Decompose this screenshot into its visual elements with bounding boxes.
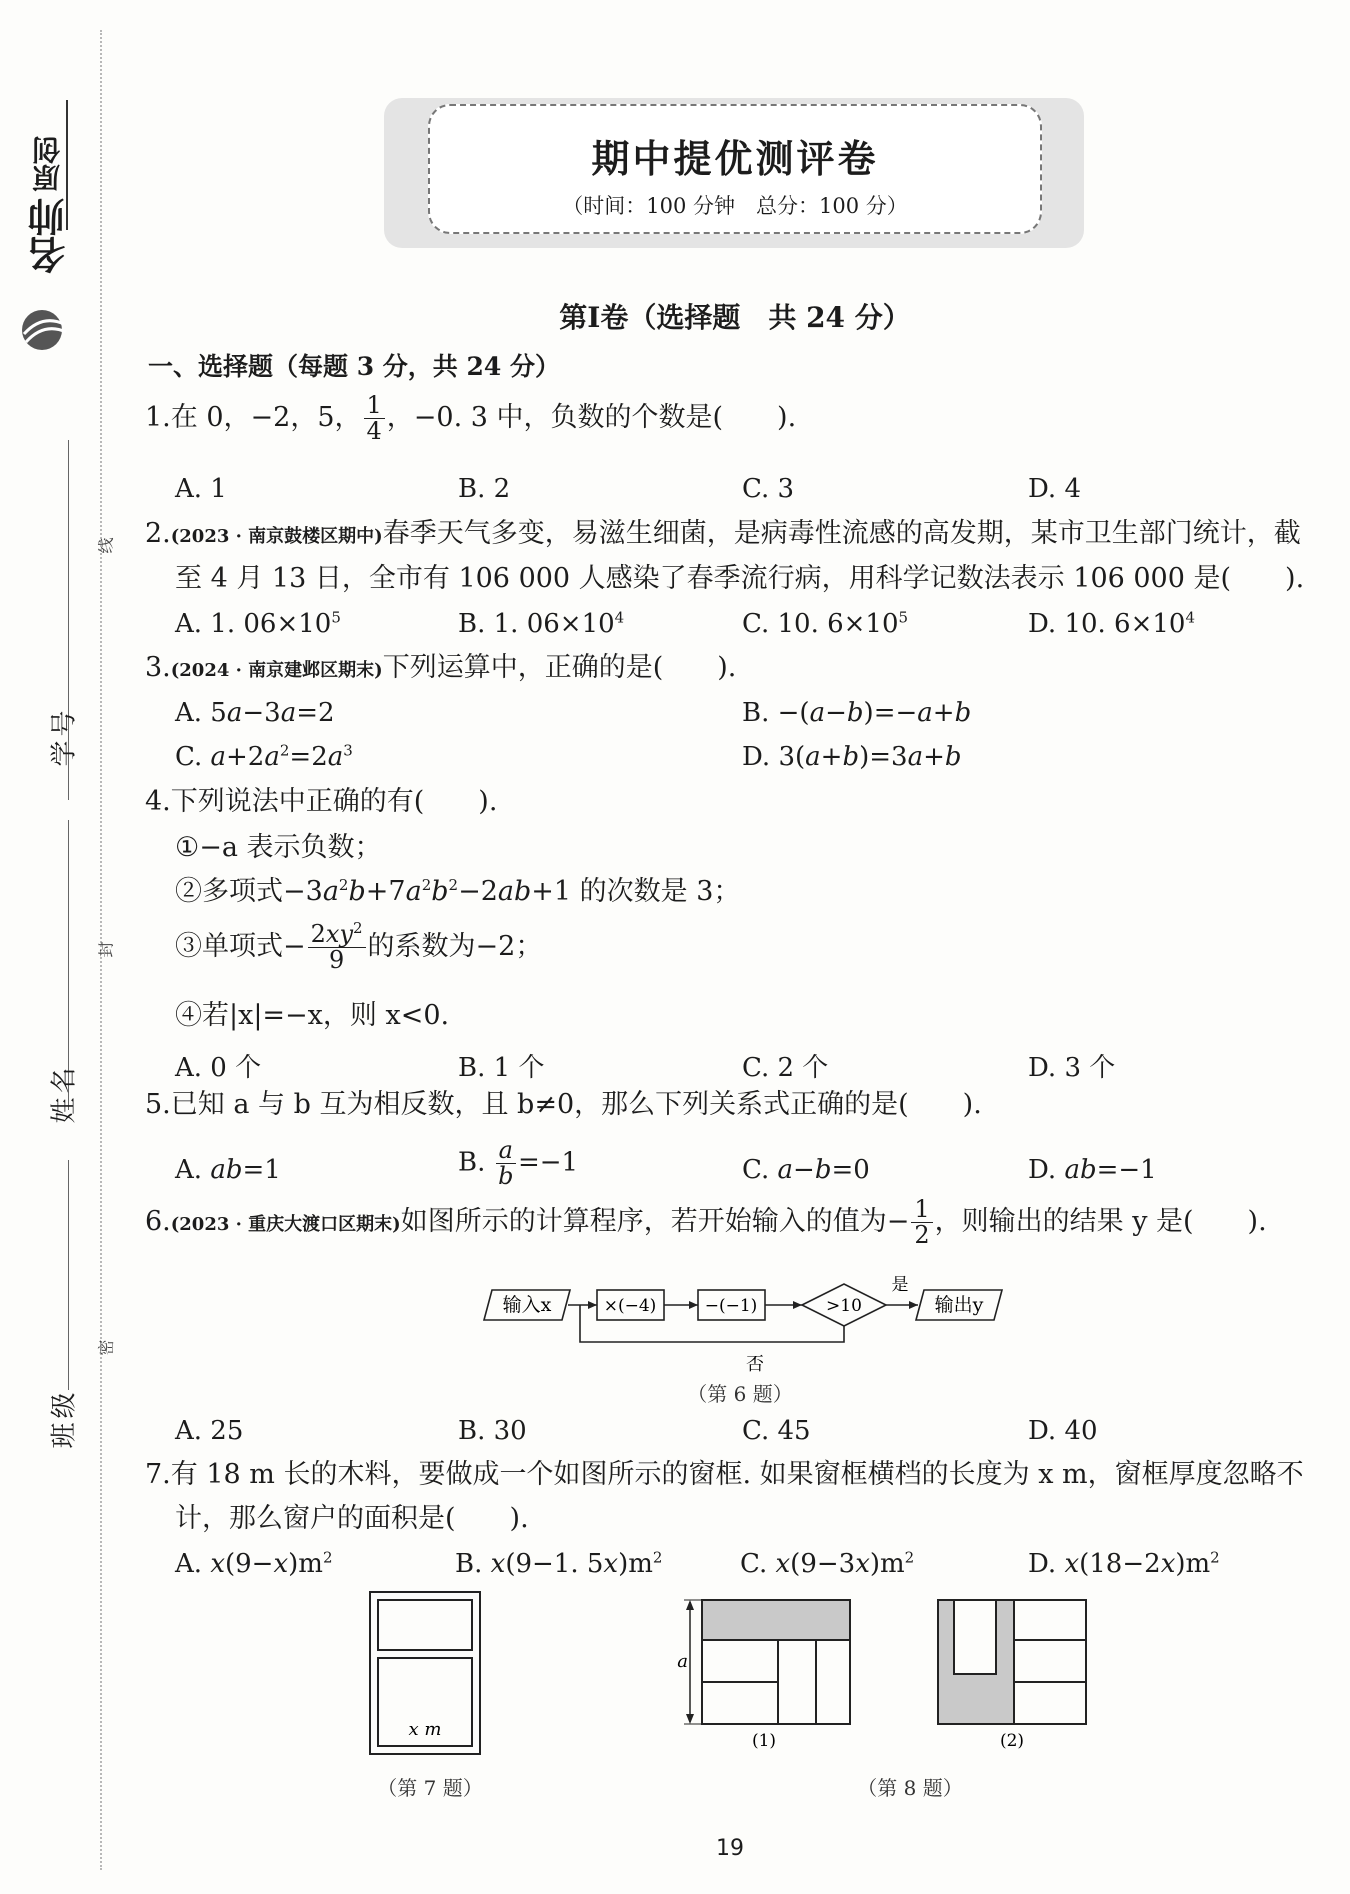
q5-b-frac-den: b: [498, 1162, 514, 1191]
q7-figure-label: x m: [408, 1719, 442, 1740]
q7-option-d[interactable]: D. $x(18-2x)m^2$: [1028, 1548, 1220, 1579]
q5-option-b[interactable]: B. $\frac{a}{b}$ =−1: [458, 1136, 579, 1191]
header-box: [428, 104, 1042, 234]
q5-number: 5.: [145, 1089, 171, 1120]
q7-window-figure: [368, 1590, 484, 1760]
flow-yes-text: 是: [891, 1275, 909, 1295]
q1-option-a[interactable]: A. 1: [175, 474, 227, 504]
q6-stem: [145, 1197, 1267, 1248]
q4-text: 下列说法中正确的有( ).: [170, 786, 498, 817]
q3-number: 3.: [145, 652, 171, 683]
flow-no-text: 否: [746, 1354, 764, 1375]
q7-line1: [145, 1461, 1304, 1488]
q5-option-c[interactable]: C. a−b=0: [742, 1155, 870, 1185]
q1-option-b[interactable]: B. 2: [458, 474, 511, 504]
q4-frac-den: 9: [328, 946, 345, 975]
q6-option-d[interactable]: D. 40: [1028, 1416, 1098, 1446]
q2-option-a-exp: 5: [331, 608, 341, 627]
q1-number: 1.: [145, 402, 171, 434]
q3-option-c[interactable]: C. $a+2a^2=2a^3$: [175, 741, 353, 772]
q1-post: ，−0. 3 中，负数的个数是( ).: [386, 402, 797, 434]
q8-sub-caption-1: (1): [751, 1731, 777, 1751]
q3-option-d[interactable]: D. 3(a+b)=3a+b: [742, 742, 962, 772]
q6-source: (2023 · 重庆大渡口区期末): [170, 1214, 401, 1236]
brand-suffix: 原创: [31, 136, 64, 192]
flow-condition-text: >10: [826, 1296, 862, 1316]
q4-statement-1: ①−a 表示负数；: [175, 832, 382, 863]
q4-s3-post: 的系数为−2；: [367, 931, 543, 963]
banji-label: 班级: [49, 1388, 80, 1449]
q7-number: 7.: [145, 1459, 171, 1490]
xuehao-label: 学号: [49, 706, 80, 767]
q3-option-b[interactable]: B. −(a−b)=−a+b: [742, 698, 972, 728]
q2-option-a[interactable]: [175, 609, 341, 639]
q3-stem: [145, 654, 736, 681]
margin-feng: 封: [96, 941, 116, 958]
q1-option-c[interactable]: C. 3: [742, 474, 795, 504]
q3-source: (2024 · 南京建邺区期末): [170, 660, 383, 681]
q2-option-c-text: C. 10. 6×10: [742, 609, 899, 639]
flow-input-text: 输入x: [502, 1294, 552, 1316]
q3-text: 下列运算中，正确的是( ).: [382, 652, 737, 683]
banji-blank-line: [68, 1160, 69, 1390]
q2-line1: [145, 520, 1301, 547]
q2-option-d-exp: 4: [1185, 608, 1196, 627]
q4-frac-num: $2xy^2$: [308, 922, 366, 948]
q5-option-d[interactable]: D. ab=−1: [1028, 1155, 1157, 1185]
q1-fraction: [364, 393, 385, 444]
q1-pre: 在 0，−2，5，: [170, 402, 362, 434]
q1-option-d[interactable]: D. 4: [1028, 474, 1081, 504]
q8-figure-caption: （第 8 题）: [857, 1776, 963, 1800]
flow-multiply-text: ×(−4): [603, 1296, 657, 1316]
q7-text1: 有 18 m 长的木料，要做成一个如图所示的窗框. 如果窗框横档的长度为 x m，窗框厚度忽略不: [170, 1459, 1304, 1490]
q3-option-a[interactable]: A. 5a−3a=2: [175, 698, 335, 728]
q2-option-a-text: A. 1. 06×10: [175, 609, 332, 639]
section-title: 第Ⅰ卷（选择题 共 24 分）: [559, 301, 911, 334]
q7-option-c[interactable]: C. $x(9-3x)m^2$: [740, 1548, 915, 1579]
q2-option-b-text: B. 1. 06×10: [458, 609, 615, 639]
q5-b-frac-num: a: [496, 1138, 516, 1164]
margin-xian: 线: [96, 537, 116, 554]
q2-option-b-exp: 4: [614, 608, 625, 627]
page-subtitle: （时间：100 分钟 总分：100 分）: [562, 194, 908, 218]
q2-option-b[interactable]: [458, 609, 624, 639]
q5-b-fraction: [496, 1138, 516, 1189]
q6-frac-den: 2: [914, 1221, 930, 1250]
q6-option-c[interactable]: C. 45: [742, 1416, 811, 1446]
q6-post: ，则输出的结果 y 是( ).: [934, 1206, 1267, 1238]
q5-option-a[interactable]: A. ab=1: [175, 1155, 281, 1185]
q4-option-b[interactable]: B. 1 个: [458, 1053, 545, 1083]
q5-text: 已知 a 与 b 互为相反数，且 b≠0，那么下列关系式正确的是( ).: [170, 1089, 982, 1120]
q7-line2: 计，那么窗户的面积是( ).: [175, 1503, 529, 1534]
brand-name: 名帅: [27, 198, 72, 274]
q8-figure-2: [938, 1600, 1086, 1751]
q2-option-d-text: D. 10. 6×10: [1028, 609, 1186, 639]
q4-statement-4: ④若|x|=−x，则 x<0.: [175, 1000, 450, 1031]
q4-option-c[interactable]: C. 2 个: [742, 1053, 829, 1083]
q6-number: 6.: [145, 1206, 171, 1238]
q2-option-c-exp: 5: [898, 608, 909, 627]
q8-sub-caption-2: (2): [999, 1731, 1025, 1751]
q4-s3-pre: ③单项式−: [175, 931, 306, 963]
q8-figure: [676, 1590, 1096, 1760]
q4-fraction: [308, 919, 366, 975]
q7-option-b[interactable]: B. x(9−1. $5x)m^2$: [455, 1548, 663, 1579]
q6-fraction: [911, 1197, 932, 1248]
q4-stem: [145, 788, 497, 815]
q2-text1: 春季天气多变，易滋生细菌，是病毒性流感的高发期，某市卫生部门统计，截: [382, 518, 1301, 549]
section-heading: 一、选择题（每题 3 分，共 24 分）: [148, 352, 561, 381]
q6-option-a[interactable]: A. 25: [175, 1416, 244, 1446]
page-title: 期中提优测评卷: [591, 137, 879, 181]
q4-statement-3: [175, 919, 543, 975]
q2-number: 2.: [145, 518, 171, 549]
q1-stem: [145, 393, 796, 444]
q6-option-b[interactable]: B. 30: [458, 1416, 527, 1446]
q8-a-label: a: [677, 1651, 688, 1672]
margin-mi: 密: [96, 1339, 116, 1356]
flow-subtract-text: −(−1): [704, 1296, 758, 1316]
q6-figure-caption: （第 6 题）: [687, 1382, 793, 1406]
q4-option-d[interactable]: D. 3 个: [1028, 1053, 1116, 1083]
q7-figure-caption: （第 7 题）: [377, 1776, 483, 1800]
q1-frac-den: 4: [366, 417, 382, 446]
q5-stem: [145, 1091, 982, 1118]
flow-output-text: 输出y: [934, 1294, 984, 1316]
q2-source: (2023 · 南京鼓楼区期中): [170, 526, 383, 547]
q1-frac-num: 1: [364, 393, 385, 419]
q2-option-d[interactable]: [1028, 609, 1195, 639]
q6-flowchart: [480, 1270, 1020, 1380]
q6-pre: 如图所示的计算程序，若开始输入的值为−: [400, 1206, 910, 1238]
page-number: 19: [716, 1836, 744, 1861]
q2-line2: 至 4 月 13 日，全市有 106 000 人感染了春季流行病，用科学记数法表示 106 000 是( ).: [175, 563, 1305, 594]
q4-option-a[interactable]: A. 0 个: [175, 1053, 262, 1083]
xingming-label: 姓名: [49, 1063, 80, 1124]
q7-option-a[interactable]: A. $x(9-x)m^2$: [175, 1548, 333, 1579]
q2-option-c[interactable]: [742, 609, 908, 639]
q4-number: 4.: [145, 786, 171, 817]
q4-statement-2: ②多项式$-3a^2b+7a^2b^2-2ab+1$ 的次数是 3；: [175, 876, 741, 907]
q6-frac-num: 1: [911, 1197, 932, 1223]
q8-figure-1: [677, 1600, 850, 1751]
